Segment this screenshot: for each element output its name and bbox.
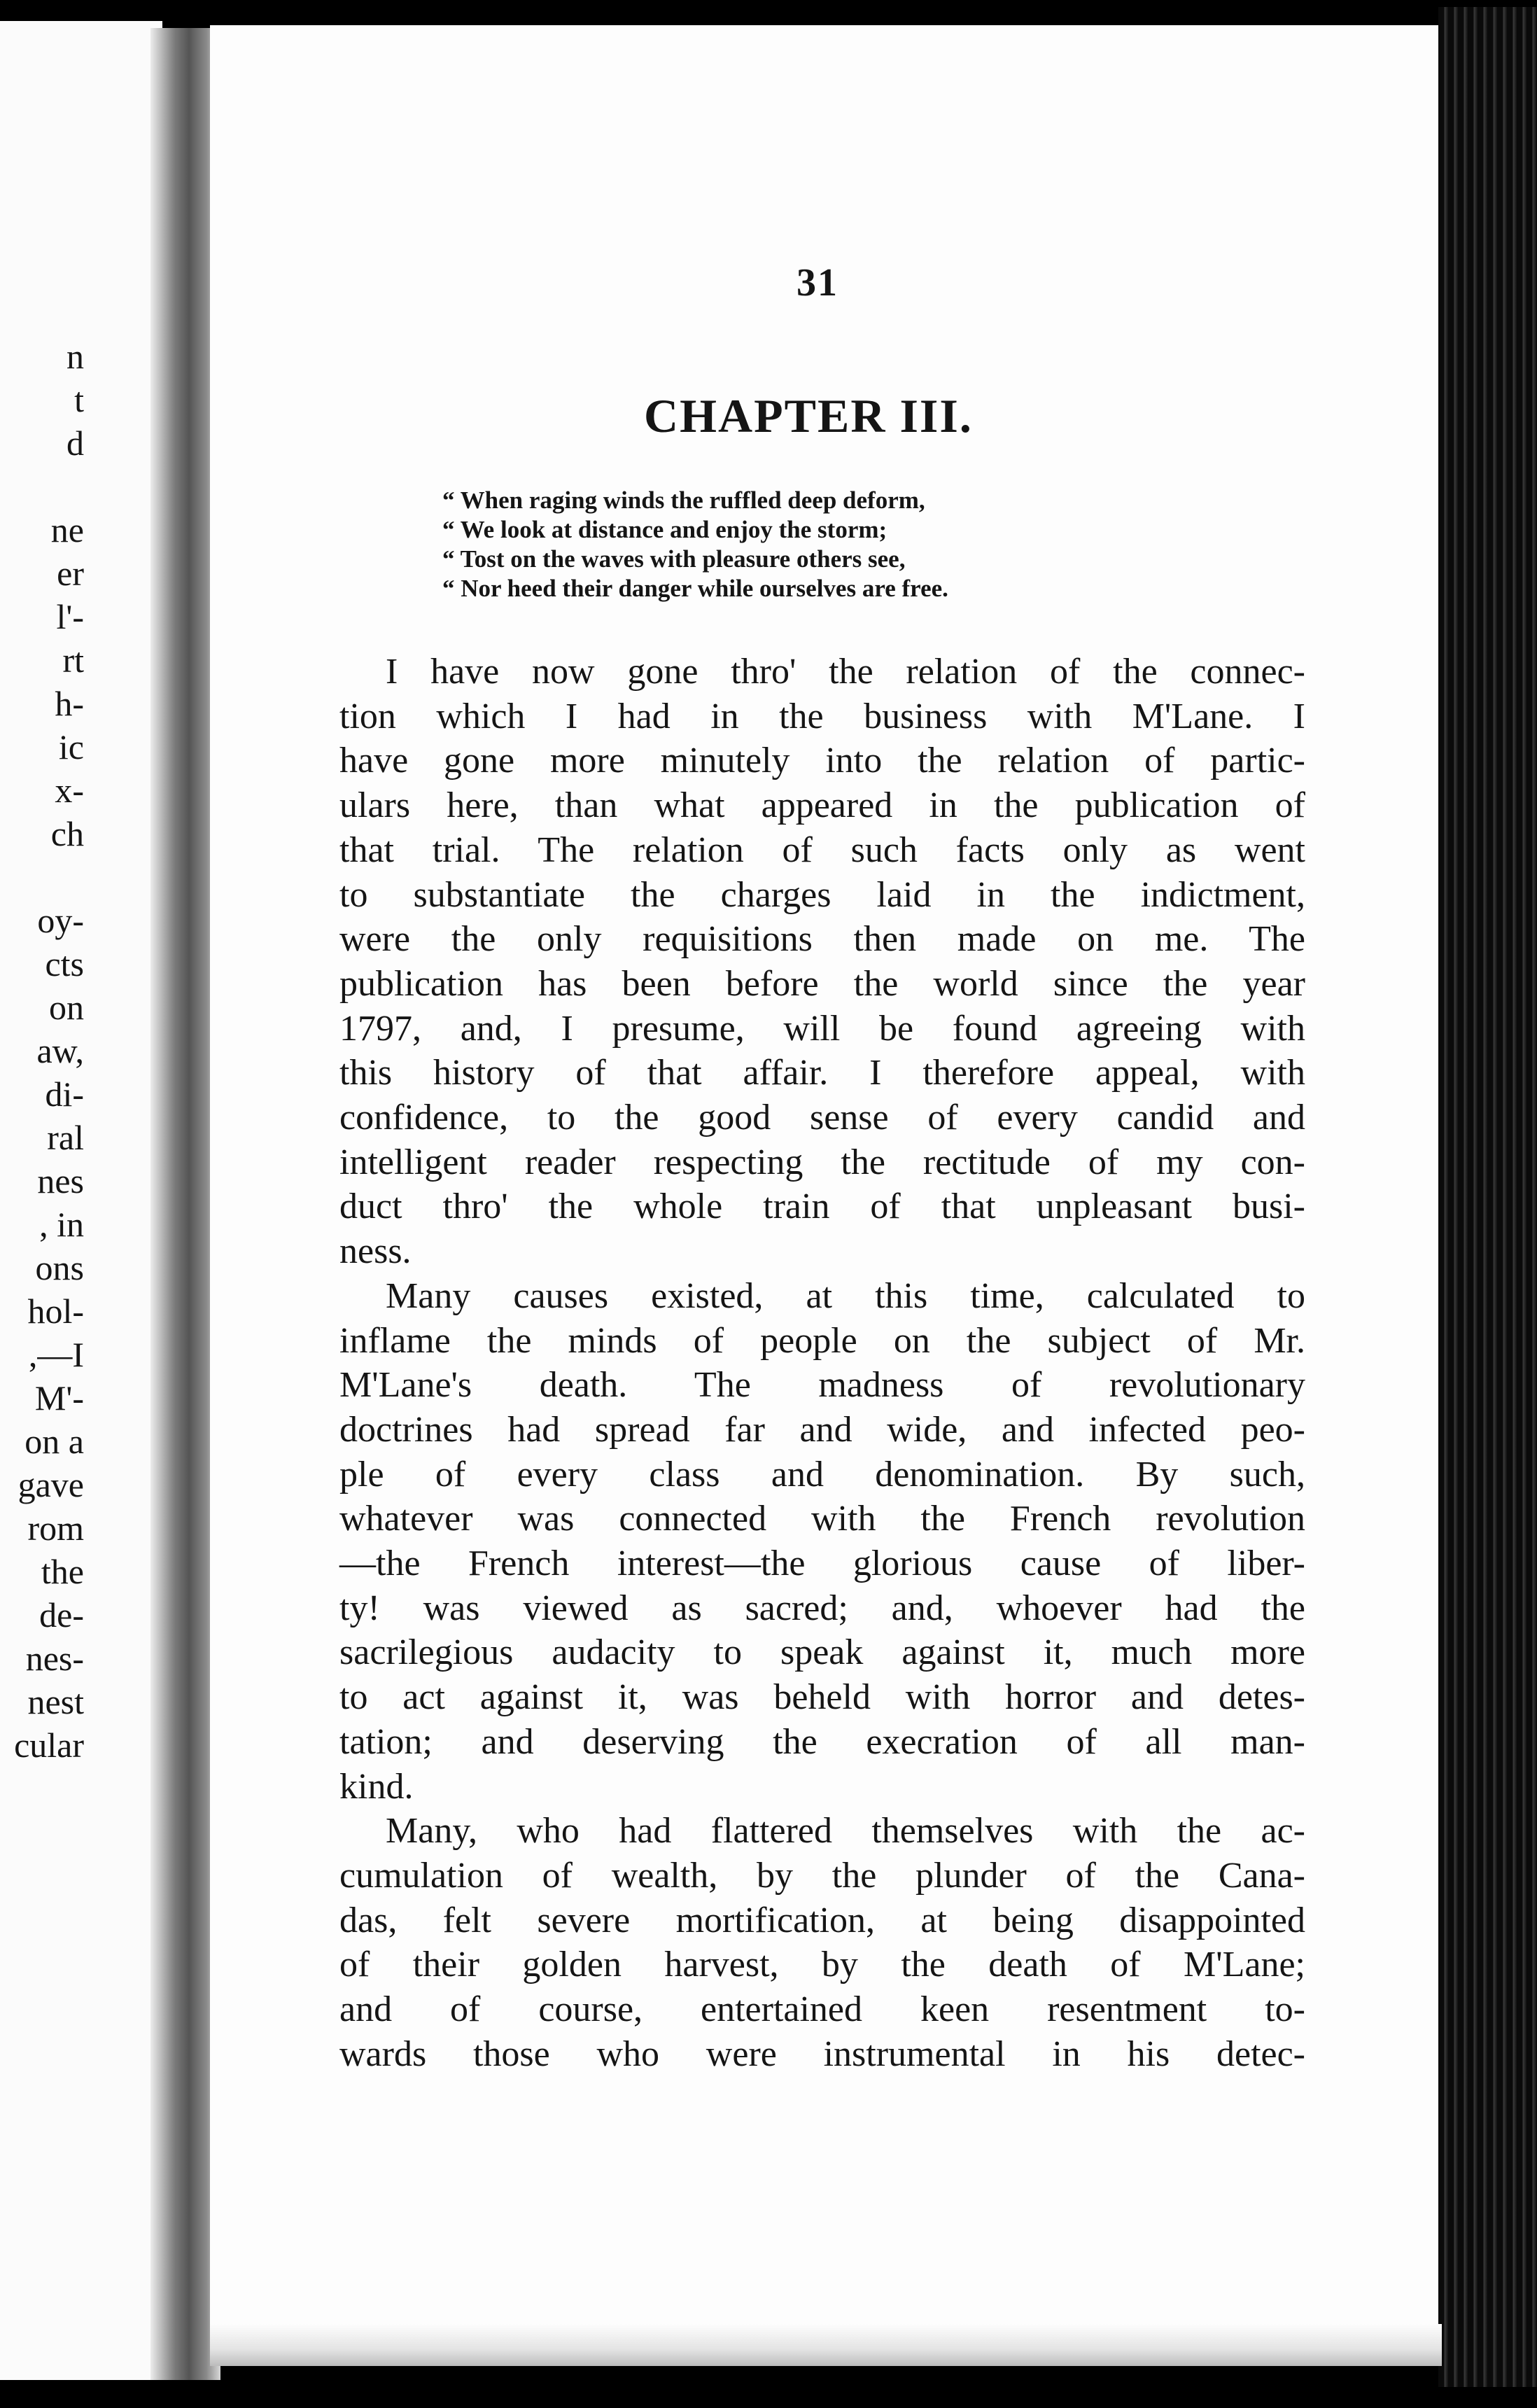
body-line: confidence, to the good sense of every candid and bbox=[339, 1098, 1305, 1138]
fragment-line: ch bbox=[50, 814, 84, 853]
body-text bbox=[339, 650, 1305, 2077]
fragment-line: di- bbox=[45, 1074, 84, 1114]
fragment-line: x- bbox=[55, 771, 84, 810]
fragment-line: M'- bbox=[34, 1378, 84, 1418]
body-line: whatever was connected with the French revolution bbox=[339, 1499, 1305, 1539]
body-line: duct thro' the whole train of that unpleasant busi- bbox=[339, 1186, 1305, 1227]
body-line: of their golden harvest, by the death of M'Lane; bbox=[339, 1945, 1305, 1985]
fragment-line: on bbox=[49, 988, 84, 1027]
body-line: kind. bbox=[339, 1766, 414, 1807]
epigraph-line: “ When raging winds the ruffled deep deform, bbox=[442, 486, 925, 514]
page-bottom-shadow bbox=[210, 2324, 1442, 2366]
body-line: tion which I had in the business with M'Lane. I bbox=[339, 696, 1305, 736]
body-line: cumulation of wealth, by the plunder of the Cana- bbox=[339, 1855, 1305, 1896]
fragment-line: n bbox=[66, 337, 84, 376]
body-line: tation; and deserving the execration of all man- bbox=[339, 1721, 1305, 1762]
body-line: that trial. The relation of such facts only as went bbox=[339, 830, 1305, 870]
fragment-line: oy- bbox=[37, 901, 84, 940]
body-line: sacrilegious audacity to speak against it, much more bbox=[339, 1632, 1305, 1673]
fragment-line: nes- bbox=[25, 1639, 84, 1678]
fragment-line: de- bbox=[39, 1595, 84, 1634]
epigraph-line: “ We look at distance and enjoy the storm; bbox=[442, 516, 887, 543]
fragment-line bbox=[0, 855, 84, 899]
left-page-text-fragments bbox=[0, 335, 84, 1767]
body-line: doctrines had spread far and wide, and infected peo- bbox=[339, 1409, 1305, 1450]
fragment-line: ons bbox=[35, 1248, 84, 1287]
fragment-line: aw, bbox=[36, 1031, 84, 1070]
fragment-line: hol- bbox=[27, 1292, 84, 1331]
fragment-line: t bbox=[74, 380, 84, 419]
fragment-line: er bbox=[57, 554, 84, 593]
epigraph-line: “ Tost on the waves with pleasure others see, bbox=[442, 545, 906, 573]
epigraph bbox=[442, 486, 1142, 603]
fragment-line: cular bbox=[14, 1726, 84, 1765]
body-line: to act against it, was beheld with horror and detes- bbox=[339, 1677, 1305, 1718]
body-line: ty! was viewed as sacred; and, whoever had the bbox=[339, 1588, 1305, 1628]
fragment-line: rom bbox=[27, 1508, 84, 1548]
body-line: to substantiate the charges laid in the indictment, bbox=[339, 874, 1305, 915]
fragment-line: cts bbox=[45, 944, 84, 983]
body-line: Many, who had flattered themselves with the ac- bbox=[386, 1811, 1305, 1851]
epigraph-line: “ Nor heed their danger while ourselves are free. bbox=[442, 575, 948, 602]
fragment-line: the bbox=[41, 1552, 84, 1591]
fragment-line bbox=[0, 465, 84, 508]
fragment-line: gave bbox=[17, 1465, 84, 1504]
body-line: wards those who were instrumental in his detec- bbox=[339, 2033, 1305, 2074]
body-line: —the French interest—the glorious cause of liber- bbox=[339, 1544, 1305, 1584]
body-line: ness. bbox=[339, 1231, 412, 1272]
body-line: das, felt severe mortification, at being disappointed bbox=[339, 1900, 1305, 1940]
page-edges bbox=[1438, 7, 1537, 2387]
body-line: ple of every class and denomination. By such, bbox=[339, 1454, 1305, 1494]
fragment-line: nes bbox=[37, 1161, 84, 1200]
body-line: and of course, entertained keen resentment to- bbox=[339, 1989, 1305, 2030]
fragment-line: d bbox=[66, 424, 84, 463]
fragment-line: ral bbox=[47, 1118, 84, 1157]
chapter-title: CHAPTER III. bbox=[644, 389, 973, 442]
fragment-line: ic bbox=[58, 727, 84, 766]
body-line: I have now gone thro' the relation of the connec- bbox=[386, 652, 1305, 692]
fragment-line: , in bbox=[39, 1205, 84, 1244]
fragment-line: ne bbox=[50, 510, 84, 550]
fragment-line: h- bbox=[55, 684, 84, 723]
body-line: intelligent reader respecting the rectitude of my con- bbox=[339, 1142, 1305, 1182]
fragment-line: on a bbox=[24, 1422, 84, 1461]
fragment-line: rt bbox=[62, 640, 84, 680]
body-line: have gone more minutely into the relation of partic- bbox=[339, 741, 1305, 781]
fragment-line: nest bbox=[27, 1682, 84, 1721]
body-line: this history of that affair. I therefore appeal, with bbox=[339, 1053, 1305, 1093]
body-line: Many causes existed, at this time, calculated to bbox=[386, 1275, 1305, 1316]
body-line: publication has been before the world since the year bbox=[339, 963, 1305, 1004]
body-line: 1797, and, I presume, will be found agreeing with bbox=[339, 1008, 1305, 1049]
fragment-line: l'- bbox=[56, 597, 84, 636]
page-number: 31 bbox=[796, 261, 838, 304]
fragment-line: ,—I bbox=[28, 1335, 84, 1374]
body-line: ulars here, than what appeared in the publication of bbox=[339, 785, 1305, 826]
body-line: were the only requisitions then made on me. The bbox=[339, 919, 1305, 960]
body-line: M'Lane's death. The madness of revolutionary bbox=[339, 1365, 1305, 1406]
body-line: inflame the minds of people on the subject of Mr. bbox=[339, 1320, 1305, 1361]
